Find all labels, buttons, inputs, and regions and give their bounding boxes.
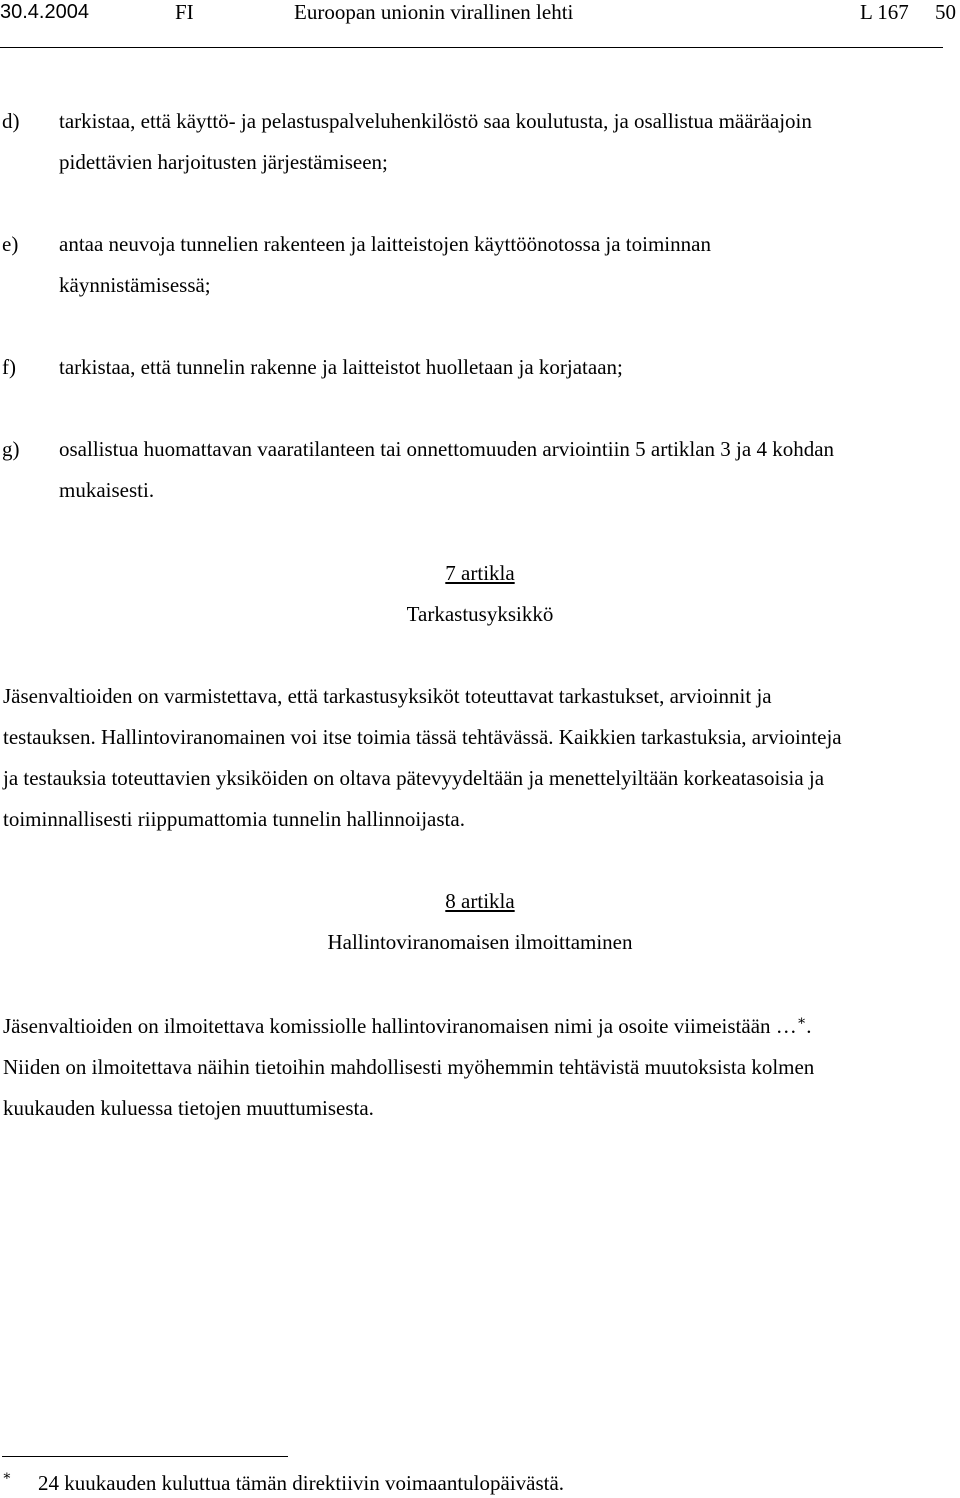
header-series: L 167 — [860, 0, 909, 24]
text-segment: Jäsenvaltioiden on ilmoitettava komissiolle hallintoviranomaisen nimi ja osoite viimeistään … — [3, 1014, 797, 1038]
list-item-label: d) — [2, 109, 20, 133]
text-line: tarkistaa, että käyttö- ja pelastuspalveluhenkilöstö saa koulutusta, ja osallistua määräajoin — [59, 109, 812, 133]
text-line: tarkistaa, että tunnelin rakenne ja laitteistot huolletaan ja korjataan; — [59, 355, 623, 379]
footnote-reference[interactable]: ∗ — [796, 1014, 807, 1029]
list-item-text — [59, 347, 954, 388]
text-line: Jäsenvaltioiden on varmistettava, että tarkastusyksiköt toteuttavat tarkastukset, arvioinnit ja — [3, 684, 772, 708]
text-line: osallistua huomattavan vaaratilanteen tai onnettomuuden arviointiin 5 artiklan 3 ja 4 kohdan — [59, 437, 835, 461]
header-language: FI — [175, 0, 194, 24]
footnote-rule — [2, 1456, 288, 1457]
text-line: pidettävien harjoitusten järjestämiseen; — [59, 150, 388, 174]
list-item-label: e) — [2, 232, 19, 256]
article-7-title: Tarkastusyksikkö — [406, 602, 554, 626]
header-page-number: 50 — [935, 0, 956, 24]
article-number: 8 artikla — [445, 889, 515, 913]
header-journal-title: Euroopan unionin virallinen lehti — [294, 0, 574, 24]
header-date: 30.4.2004 — [0, 1, 89, 23]
text-line: testauksen. Hallintoviranomainen voi itse toimia tässä tehtävässä. Kaikkien tarkastuksia, arviointeja — [3, 725, 842, 749]
list-item-text — [59, 224, 954, 306]
list-item-label: f) — [2, 355, 16, 379]
text-segment: . — [806, 1014, 812, 1038]
article-7-body — [3, 676, 958, 840]
text-line — [3, 1006, 958, 1047]
article-7-heading — [0, 553, 960, 594]
article-8-heading — [0, 881, 960, 922]
list-item-text — [59, 101, 954, 183]
text-line: ja testauksia toteuttavien yksiköiden on oltava pätevyydeltään ja menettelyiltään korkeatasoisia ja — [3, 766, 825, 790]
list-item-label: g) — [2, 437, 20, 461]
page-header — [0, 0, 960, 28]
text-line: antaa neuvoja tunnelien rakenteen ja laitteistojen käyttöönotossa ja toiminnan — [59, 232, 711, 256]
text-line: kuukauden kuluessa tietojen muuttumisesta. — [3, 1096, 374, 1120]
footnote-mark: ∗ — [2, 1469, 12, 1484]
footnote-text: 24 kuukauden kuluttua tämän direktiivin voimaantulopäivästä. — [38, 1471, 565, 1495]
list-item-text — [59, 429, 954, 511]
text-line: mukaisesti. — [59, 478, 155, 502]
article-number: 7 artikla — [445, 561, 515, 585]
text-line: käynnistämisessä; — [59, 273, 211, 297]
text-line: toiminnallisesti riippumattomia tunnelin hallinnoijasta. — [3, 807, 465, 831]
article-8-body — [3, 1006, 958, 1129]
text-line: Niiden on ilmoitettava näihin tietoihin mahdollisesti myöhemmin tehtävistä muutoksista kolmen — [3, 1055, 815, 1079]
header-rule — [0, 47, 943, 48]
article-8-title: Hallintoviranomaisen ilmoittaminen — [327, 930, 633, 954]
